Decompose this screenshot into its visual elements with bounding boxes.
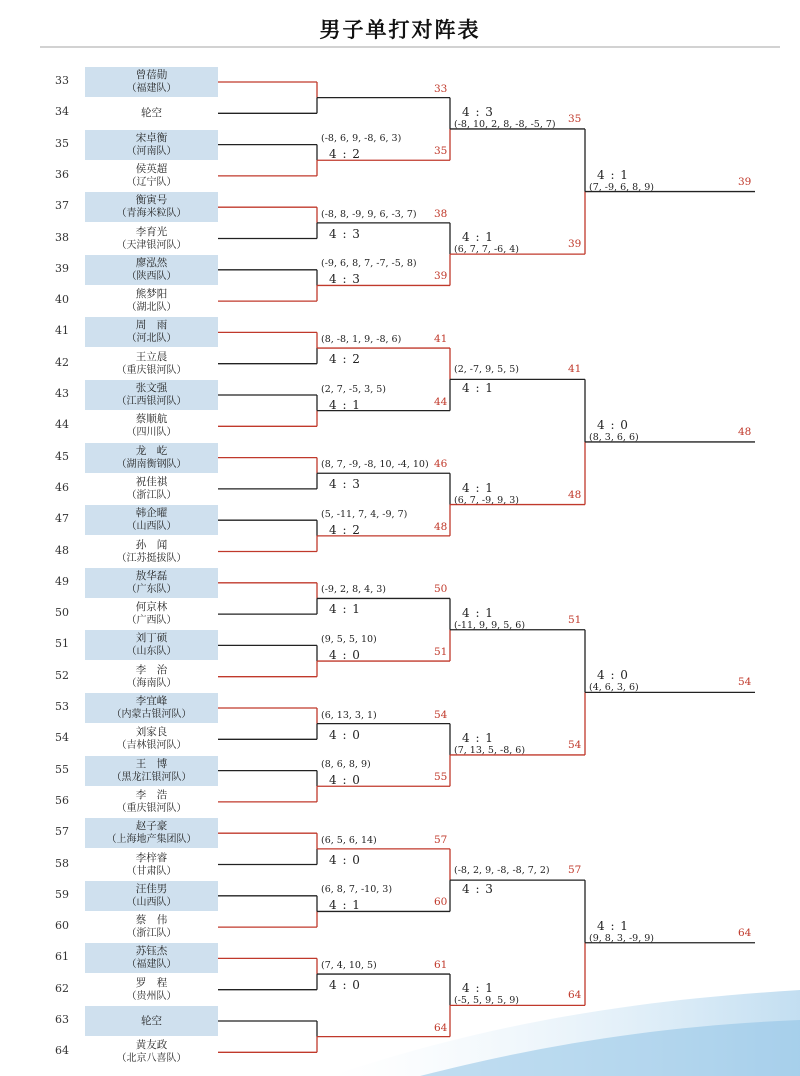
player-team: （浙江队） [126, 928, 177, 940]
seed-number: 56 [55, 793, 69, 807]
winner-number: 54 [568, 738, 582, 751]
match-score: 4 : 1 [462, 230, 494, 245]
player-entry [85, 255, 218, 285]
winner-number: 39 [568, 238, 582, 251]
seed-number: 50 [55, 606, 69, 620]
winner-number: 54 [738, 676, 752, 689]
match-games: (-8, 2, 9, -8, -8, 7, 2) [454, 865, 550, 877]
match-score: 4 : 0 [329, 648, 361, 663]
winner-number: 39 [738, 175, 752, 188]
player-name: 轮空 [141, 1014, 162, 1027]
player-entry [85, 98, 218, 128]
player-name: 李育光 [135, 225, 168, 238]
match-score: 4 : 1 [329, 898, 361, 913]
player-entry [85, 693, 218, 723]
seed-number: 58 [55, 856, 69, 870]
player-name: 刘家良 [135, 726, 168, 739]
match-score: 4 : 2 [329, 352, 361, 367]
winner-number: 38 [434, 207, 448, 220]
seed-number: 34 [55, 105, 69, 119]
match-games: (6, 7, 7, -6, 4) [454, 244, 520, 256]
player-team: （陕西队） [126, 270, 177, 282]
winner-number: 35 [568, 112, 582, 125]
player-name: 蔡顺航 [135, 413, 168, 426]
winner-number: 41 [568, 363, 582, 376]
match-games: (8, -8, 1, 9, -8, 6) [321, 334, 402, 346]
match-games: (4, 6, 3, 6) [589, 682, 639, 694]
player-name: 侯英超 [135, 162, 168, 175]
player-entry [85, 192, 218, 222]
player-name: 蔡 伟 [135, 914, 168, 927]
seed-number: 60 [55, 919, 69, 933]
player-entry [85, 912, 218, 942]
player-name: 祝佳祺 [135, 475, 168, 488]
player-entry [85, 850, 218, 880]
player-team: （广东队） [126, 583, 177, 595]
match-score: 4 : 1 [462, 381, 494, 396]
winner-number: 48 [434, 520, 448, 533]
winner-number: 33 [434, 82, 448, 95]
seed-number: 63 [55, 1013, 69, 1026]
match-games: (-8, 10, 2, 8, -8, -5, 7) [454, 118, 556, 130]
winner-number: 55 [434, 771, 448, 784]
seed-number: 54 [55, 731, 69, 745]
player-name: 李宜峰 [135, 695, 168, 707]
match-score: 4 : 0 [329, 852, 361, 867]
player-team: （湖北队） [126, 302, 177, 314]
match-score: 4 : 3 [329, 272, 361, 287]
player-entry [85, 787, 218, 817]
player-entry [85, 505, 218, 535]
winner-number: 46 [434, 458, 448, 471]
player-name: 衡寅号 [135, 194, 168, 207]
match-games: (6, 8, 7, -10, 3) [321, 884, 393, 896]
player-team: （江西银河队） [116, 396, 187, 407]
seed-number: 59 [55, 887, 69, 901]
match-games: (8, 7, -9, -8, 10, -4, 10) [321, 459, 429, 471]
player-entry [85, 1006, 218, 1036]
player-name: 刘丁硕 [135, 632, 168, 645]
match-games: (6, 5, 6, 14) [321, 834, 377, 846]
seed-number: 38 [55, 230, 69, 244]
match-games: (7, -9, 6, 8, 9) [589, 181, 655, 193]
winner-number: 35 [434, 145, 448, 158]
player-team: （浙江队） [126, 489, 177, 501]
player-team: （甘肃队） [126, 865, 177, 877]
match-score: 4 : 3 [329, 477, 361, 492]
player-team: （福建队） [126, 83, 177, 94]
seed-number: 42 [55, 355, 69, 369]
winner-number: 57 [568, 864, 582, 877]
seed-number: 37 [55, 199, 69, 213]
match-games: (6, 13, 3, 1) [321, 709, 377, 721]
player-team: （河北队） [126, 333, 177, 345]
match-games: (6, 7, -9, 9, 3) [454, 494, 520, 506]
match-games: (7, 13, 5, -8, 6) [454, 744, 526, 756]
match-score: 4 : 1 [462, 981, 494, 996]
seed-number: 49 [55, 574, 69, 588]
match-score: 4 : 1 [597, 167, 629, 182]
winner-number: 61 [434, 959, 448, 972]
winner-number: 57 [434, 833, 448, 846]
player-name: 李梓睿 [135, 851, 168, 864]
player-team: （重庆银河队） [116, 364, 187, 376]
match-games: (-8, 6, 9, -8, 6, 3) [321, 133, 402, 145]
player-entry [85, 67, 218, 97]
match-games: (9, 5, 5, 10) [321, 634, 377, 646]
match-games: (-5, 5, 9, 5, 9) [454, 995, 520, 1007]
match-score: 4 : 0 [597, 668, 629, 683]
player-entry [85, 130, 218, 160]
player-entry [85, 662, 218, 692]
match-games: (2, 7, -5, 3, 5) [321, 383, 387, 395]
winner-number: 54 [434, 708, 448, 721]
player-entry [85, 1037, 218, 1067]
player-name: 张文强 [135, 382, 168, 394]
seed-number: 43 [55, 387, 69, 400]
player-team: （青海米粒队） [116, 208, 187, 220]
player-team: （福建队） [126, 959, 177, 971]
player-team: （江苏挺拔队） [116, 552, 187, 564]
player-team: （广西队） [126, 615, 177, 627]
player-entry [85, 349, 218, 379]
seed-number: 36 [55, 167, 69, 181]
match-score: 4 : 1 [462, 605, 494, 620]
seed-number: 62 [55, 981, 69, 995]
seed-number: 45 [55, 449, 69, 463]
player-entry [85, 224, 218, 254]
player-name: 韩企曜 [135, 507, 168, 520]
match-score: 4 : 0 [597, 417, 629, 432]
winner-number: 48 [568, 488, 582, 501]
seed-number: 55 [55, 762, 69, 776]
match-games: (-8, 8, -9, 9, 6, -3, 7) [321, 208, 417, 220]
seed-number: 41 [55, 324, 69, 338]
seed-number: 61 [55, 950, 69, 964]
player-name: 李 治 [135, 663, 168, 676]
match-score: 4 : 0 [329, 727, 361, 742]
match-games: (-11, 9, 9, 5, 6) [454, 619, 526, 631]
match-score: 4 : 1 [329, 602, 361, 617]
player-team: （山东队） [126, 646, 177, 658]
winner-number: 51 [434, 646, 448, 659]
player-entry [85, 756, 218, 786]
winner-number: 48 [738, 425, 752, 438]
winner-number: 60 [434, 896, 448, 909]
player-name: 龙 屹 [135, 444, 168, 457]
match-score: 4 : 0 [329, 773, 361, 788]
match-games: (7, 4, 10, 5) [321, 960, 377, 972]
player-team: （上海地产集团队） [106, 834, 197, 846]
player-name: 周 雨 [135, 319, 168, 332]
match-games: (5, -11, 7, 4, -9, 7) [321, 508, 408, 520]
player-team: （山西队） [126, 896, 177, 908]
match-games: (8, 6, 8, 9) [321, 759, 371, 771]
player-team: （北京八喜队） [116, 1053, 187, 1065]
seed-number: 39 [55, 261, 69, 275]
player-entry [85, 537, 218, 567]
player-entry [85, 943, 218, 973]
match-score: 4 : 3 [329, 226, 361, 241]
match-score: 4 : 1 [329, 397, 361, 412]
player-name: 孙 闻 [135, 538, 168, 551]
seed-number: 53 [55, 700, 69, 713]
seed-number: 52 [55, 668, 69, 682]
seed-number: 40 [55, 293, 69, 307]
winner-number: 39 [434, 270, 448, 283]
player-entry [85, 474, 218, 504]
player-team: （辽宁队） [126, 176, 177, 188]
player-team: （吉林银河队） [116, 740, 187, 752]
seed-number: 57 [55, 825, 69, 839]
player-entry [85, 568, 218, 598]
player-name: 李 浩 [135, 788, 168, 801]
player-entry [85, 818, 218, 848]
match-score: 4 : 2 [329, 522, 361, 537]
seed-number: 47 [55, 512, 69, 526]
player-team: （内蒙古银河队） [111, 709, 192, 720]
player-entry [85, 881, 218, 911]
match-score: 4 : 3 [462, 882, 494, 897]
match-games: (2, -7, 9, 5, 5) [454, 364, 520, 376]
player-team: （天津银河队） [116, 239, 187, 251]
player-entry [85, 161, 218, 191]
player-name: 王 博 [135, 757, 168, 770]
player-name: 曾蓓勋 [135, 69, 168, 81]
player-team: （山西队） [126, 521, 177, 533]
match-games: (-9, 2, 8, 4, 3) [321, 584, 387, 596]
seed-number: 35 [55, 136, 69, 150]
match-games: (9, 8, 3, -9, 9) [589, 932, 655, 944]
player-name: 苏钰杰 [135, 945, 168, 958]
match-games: (-9, 6, 8, 7, -7, -5, 8) [321, 258, 417, 270]
match-score: 4 : 2 [329, 147, 361, 162]
seed-number: 44 [55, 418, 69, 432]
match-score: 4 : 1 [462, 480, 494, 495]
player-team: （湖南衡钢队） [116, 458, 187, 470]
player-name: 轮空 [141, 106, 162, 119]
player-entry [85, 411, 218, 441]
seed-number: 51 [55, 637, 69, 651]
player-entry [85, 443, 218, 473]
match-score: 4 : 0 [329, 978, 361, 993]
player-entry [85, 724, 218, 754]
player-entry [85, 380, 218, 410]
seed-number: 64 [55, 1044, 69, 1058]
player-name: 黄友政 [135, 1039, 168, 1052]
seed-number: 46 [55, 480, 69, 494]
player-team: （重庆银河队） [116, 802, 187, 814]
winner-number: 50 [434, 583, 448, 596]
player-team: （四川队） [126, 427, 177, 439]
player-entry [85, 975, 218, 1005]
player-team: （黑龙江银河队） [111, 771, 192, 783]
page-title: 男子单打对阵表 [319, 18, 481, 42]
seed-number: 33 [55, 74, 69, 87]
player-entry [85, 599, 218, 629]
match-score: 4 : 1 [597, 918, 629, 933]
player-name: 何京林 [135, 601, 168, 614]
player-name: 熊梦阳 [135, 288, 168, 301]
match-score: 4 : 3 [462, 104, 494, 119]
winner-number: 64 [434, 1021, 448, 1034]
player-name: 汪佳男 [135, 882, 168, 895]
player-name: 赵子豪 [135, 820, 168, 833]
match-games: (8, 3, 6, 6) [589, 431, 639, 443]
player-team: （海南队） [126, 677, 177, 689]
winner-number: 64 [738, 926, 752, 939]
player-name: 廖泓然 [135, 256, 168, 269]
player-entry [85, 317, 218, 347]
winner-number: 41 [434, 333, 448, 346]
winner-number: 44 [434, 395, 448, 408]
player-name: 敖华磊 [135, 569, 168, 582]
winner-number: 64 [568, 989, 582, 1002]
player-team: （河南队） [126, 145, 177, 157]
player-name: 王立晨 [135, 350, 168, 363]
player-name: 罗 程 [135, 976, 168, 989]
player-entry [85, 630, 218, 660]
player-entry [85, 286, 218, 316]
match-score: 4 : 1 [462, 730, 494, 745]
winner-number: 51 [568, 613, 582, 626]
seed-number: 48 [55, 543, 69, 557]
player-name: 宋卓衡 [135, 131, 168, 144]
player-team: （贵州队） [126, 990, 177, 1002]
